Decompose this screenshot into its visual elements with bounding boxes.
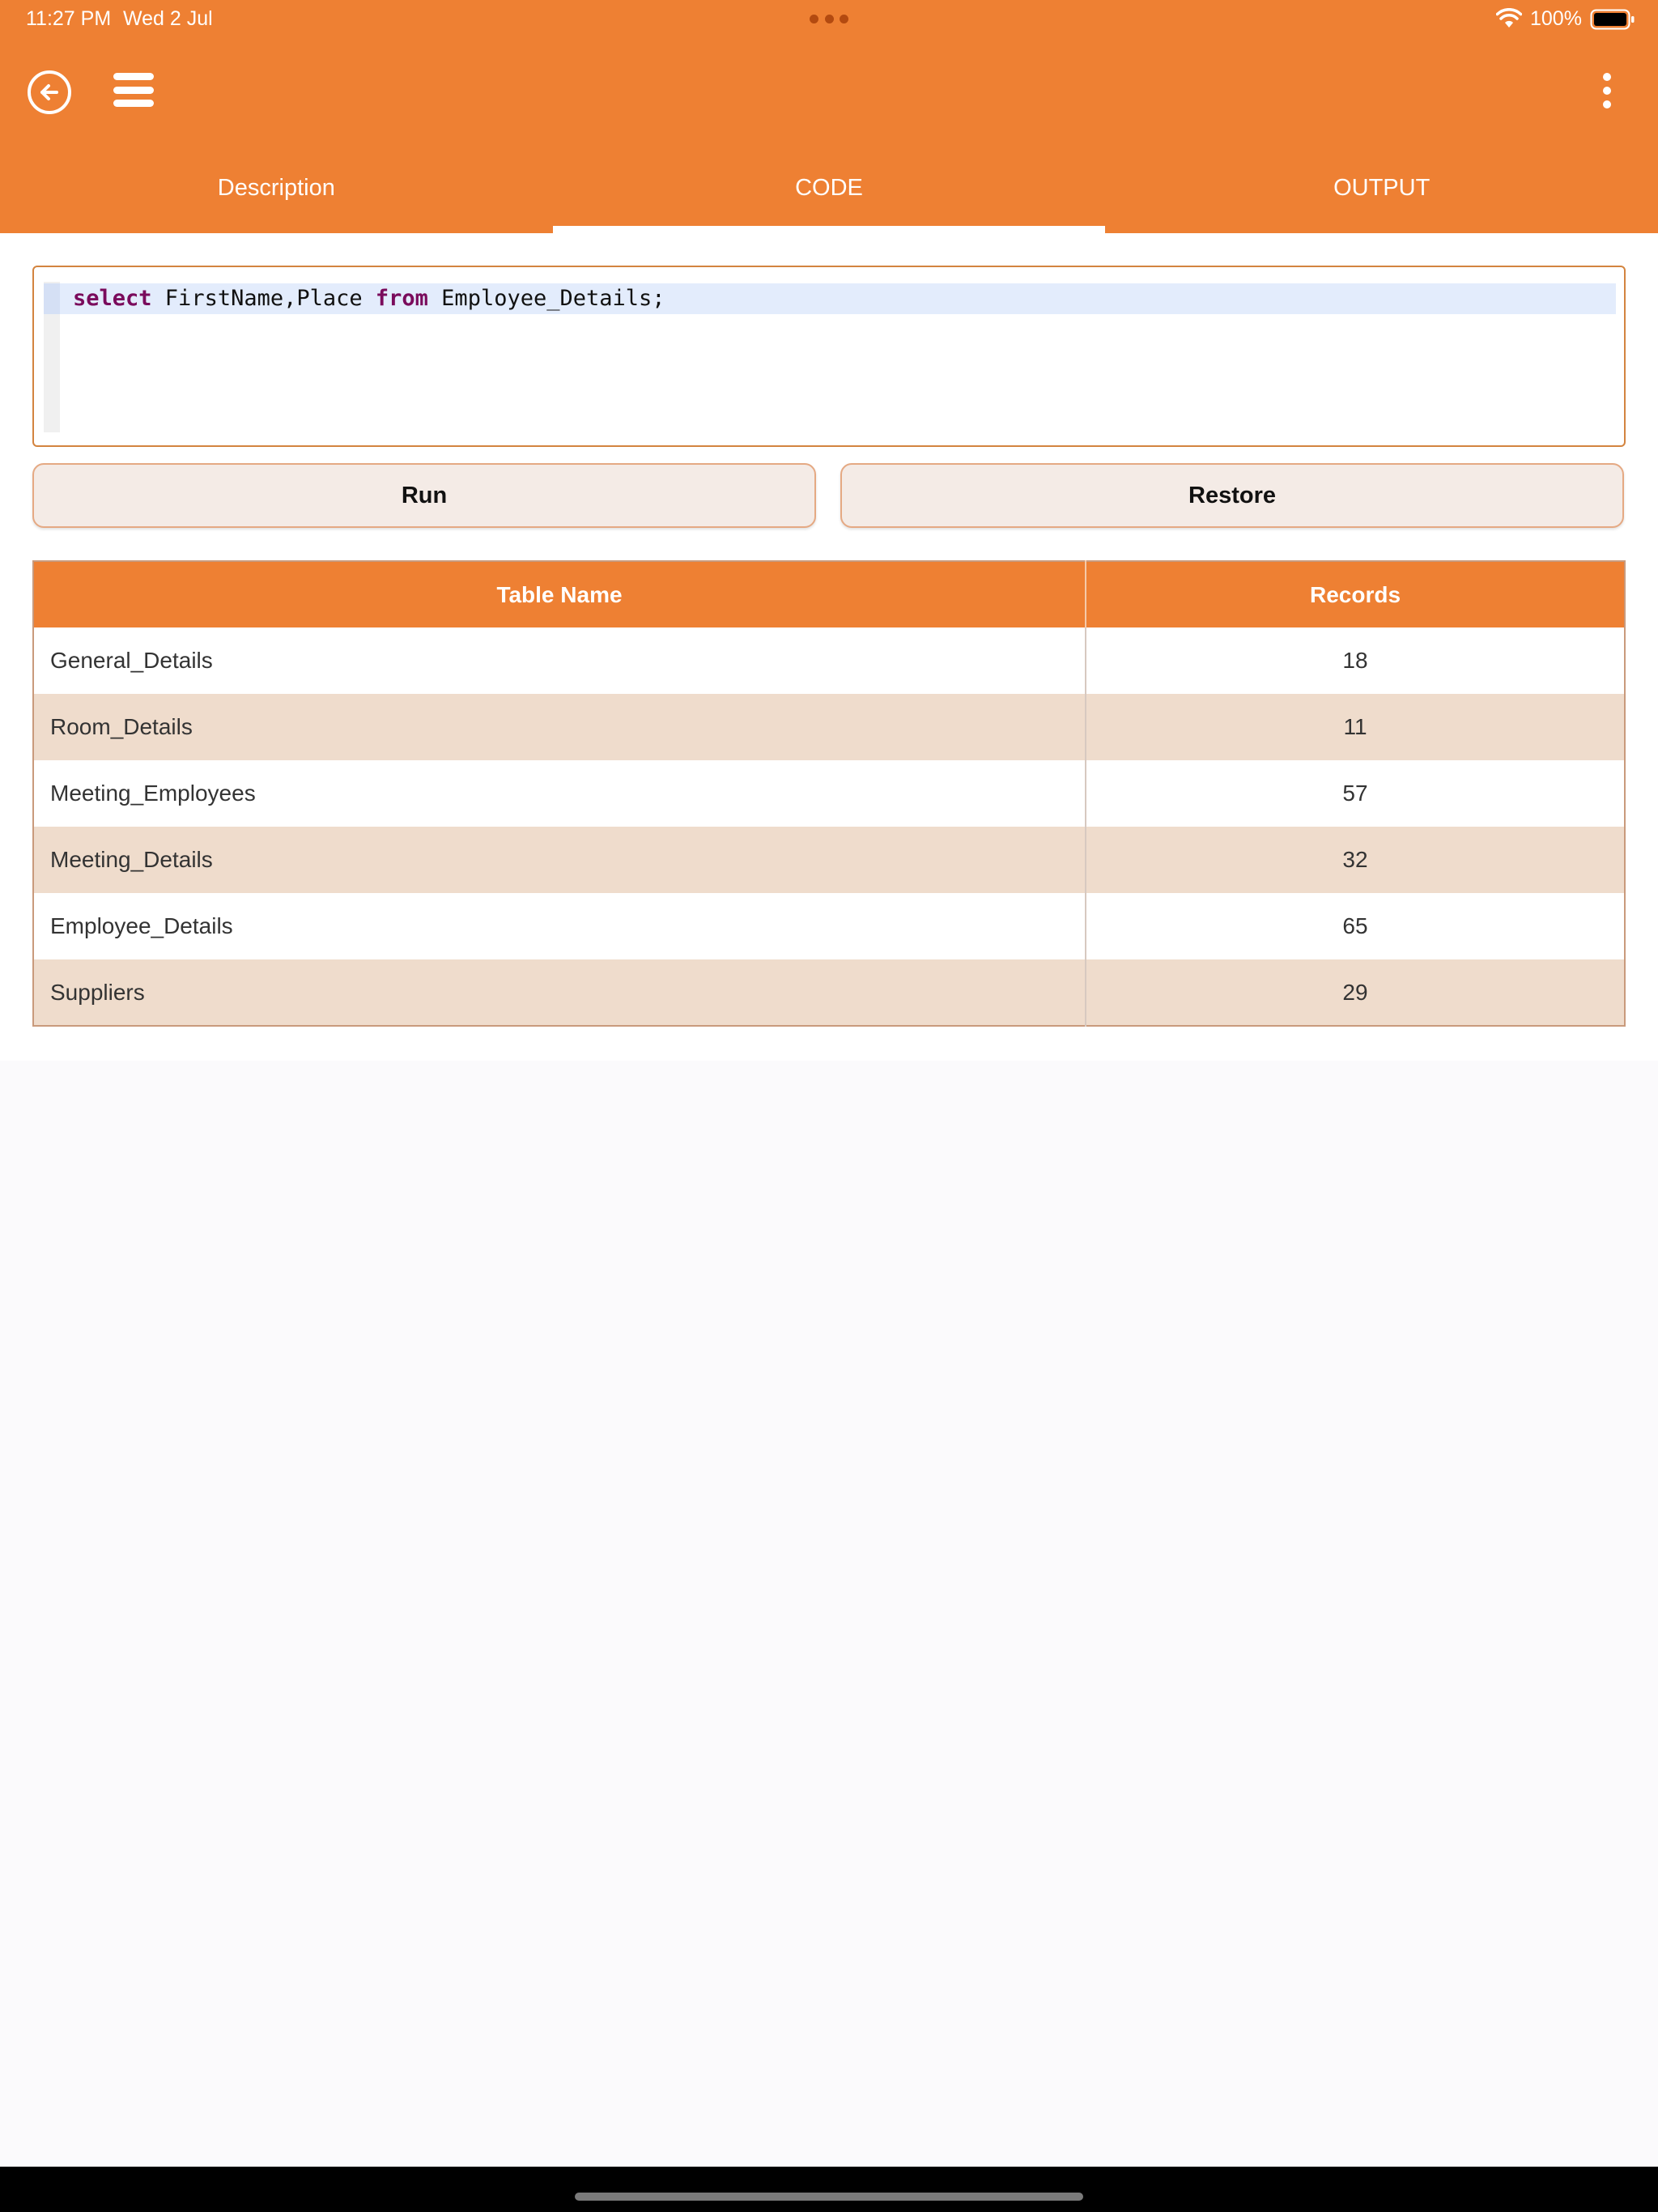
status-bar xyxy=(0,0,1658,39)
table-header-row xyxy=(33,561,1625,627)
table-row[interactable] xyxy=(33,760,1625,827)
status-time: 11:27 PM xyxy=(26,7,112,30)
table-row[interactable] xyxy=(33,627,1625,694)
table-name-cell: Meeting_Details xyxy=(33,827,1086,893)
records-cell: 18 xyxy=(1086,627,1625,694)
bottom-bar xyxy=(0,2167,1658,2212)
wifi-icon xyxy=(1496,8,1522,29)
back-arrow-icon xyxy=(37,80,62,104)
active-line-marker xyxy=(44,283,60,314)
restore-button[interactable]: Restore xyxy=(840,463,1624,528)
header-table-name: Table Name xyxy=(33,561,1086,627)
battery-percentage: 100% xyxy=(1530,7,1582,30)
tab-description[interactable]: Description xyxy=(217,175,335,201)
table-name-cell: Suppliers xyxy=(33,959,1086,1026)
header-records: Records xyxy=(1086,561,1625,627)
home-indicator[interactable] xyxy=(575,2193,1083,2201)
records-cell: 57 xyxy=(1086,760,1625,827)
hamburger-menu-icon[interactable] xyxy=(113,73,154,107)
tab-output[interactable]: OUTPUT xyxy=(1333,175,1431,201)
records-cell: 29 xyxy=(1086,959,1625,1026)
code-panel xyxy=(0,233,1658,1061)
battery-icon xyxy=(1590,9,1635,30)
tables-records-table xyxy=(32,560,1626,1027)
more-options-icon[interactable] xyxy=(1595,73,1619,108)
sql-columns: FirstName,Place xyxy=(151,286,376,311)
records-cell: 65 xyxy=(1086,893,1625,959)
sql-table: Employee_Details; xyxy=(427,286,665,311)
records-cell: 11 xyxy=(1086,694,1625,760)
table-row[interactable] xyxy=(33,694,1625,760)
multitasking-dots-icon[interactable] xyxy=(810,15,848,24)
code-line-1[interactable] xyxy=(60,283,1616,314)
records-cell: 32 xyxy=(1086,827,1625,893)
app-header xyxy=(0,0,1658,233)
sql-keyword-select: select xyxy=(73,286,152,311)
status-date: Wed 2 Jul xyxy=(123,7,213,30)
table-row[interactable] xyxy=(33,959,1625,1026)
sql-keyword-from: from xyxy=(375,286,428,311)
table-name-cell: Room_Details xyxy=(33,694,1086,760)
table-name-cell: General_Details xyxy=(33,627,1086,694)
back-button[interactable] xyxy=(28,70,71,114)
table-name-cell: Employee_Details xyxy=(33,893,1086,959)
tab-bar xyxy=(0,154,1658,233)
run-button[interactable]: Run xyxy=(32,463,816,528)
table-row[interactable] xyxy=(33,893,1625,959)
table-row[interactable] xyxy=(33,827,1625,893)
tab-code[interactable]: CODE xyxy=(553,154,1106,233)
sql-code-editor[interactable] xyxy=(32,266,1626,447)
table-name-cell: Meeting_Employees xyxy=(33,760,1086,827)
